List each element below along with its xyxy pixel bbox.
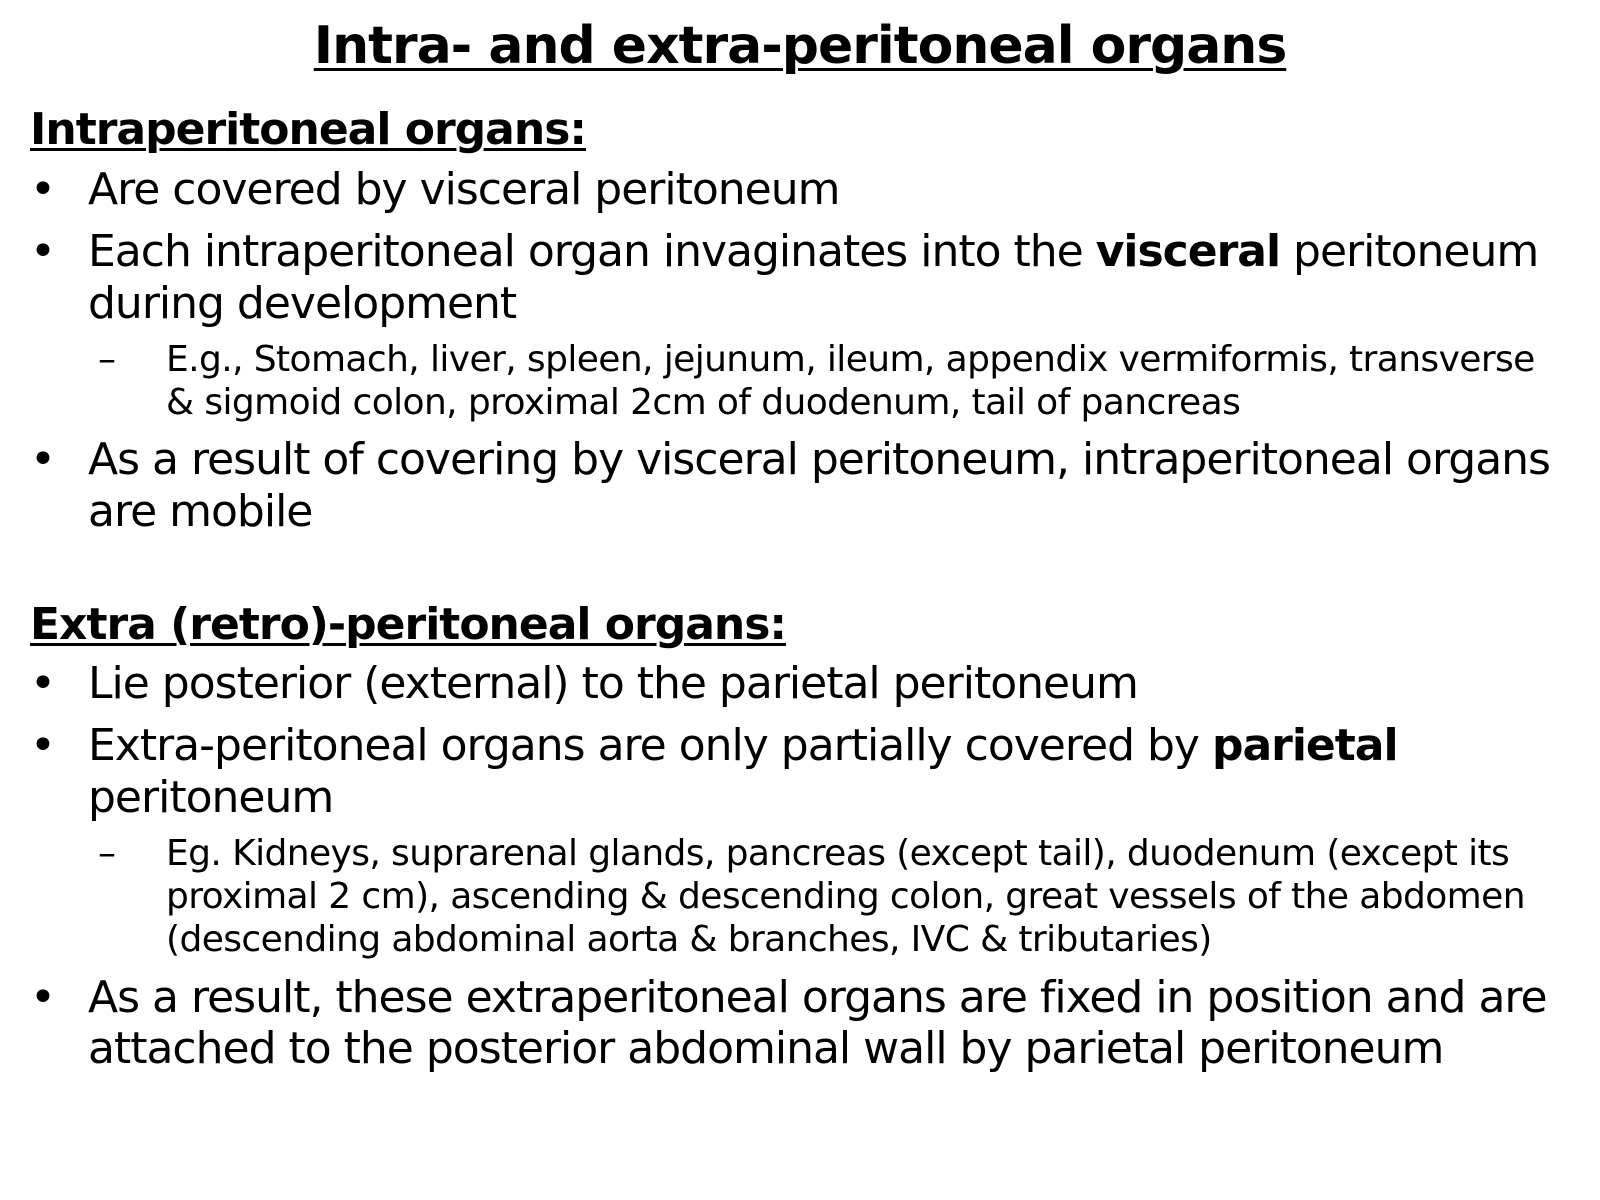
extraperitoneal-bullet-fixed-text: As a result, these extraperitoneal organs are fixed in position and are attached to the posterior abdominal wall by parietal peritoneum bbox=[88, 971, 1547, 1075]
extraperitoneal-example-item bbox=[98, 832, 1570, 962]
intraperitoneal-bullet-list bbox=[30, 164, 1570, 538]
bullet-icon bbox=[30, 658, 50, 710]
extraperitoneal-bullet-posterior-text: Lie posterior (external) to the parietal peritoneum bbox=[88, 658, 1138, 710]
extraperitoneal-bullet-posterior bbox=[30, 658, 1570, 710]
bullet-icon bbox=[30, 720, 50, 772]
extraperitoneal-example-text: Eg. Kidneys, suprarenal glands, pancreas (except tail), duodenum (except its proximal 2 cm), ascending & descending colon, great vessels of the abdomen (descending abdominal aorta & branches, IVC & tributaries) bbox=[166, 833, 1525, 961]
extraperitoneal-sub-list bbox=[88, 832, 1570, 962]
intraperitoneal-example-item bbox=[98, 338, 1570, 424]
slide-title: Intra- and extra-peritoneal organs bbox=[313, 16, 1287, 76]
extraperitoneal-bullet-partial-bold: parietal bbox=[1211, 720, 1398, 772]
intraperitoneal-bullet-mobile bbox=[30, 434, 1570, 538]
extraperitoneal-bullet-fixed bbox=[30, 972, 1570, 1076]
bullet-icon bbox=[30, 164, 50, 216]
intraperitoneal-section bbox=[30, 105, 1570, 538]
dash-icon bbox=[98, 338, 126, 381]
extraperitoneal-bullet-partial bbox=[30, 720, 1570, 961]
intraperitoneal-bullet-invaginates-bold: visceral bbox=[1095, 225, 1281, 277]
intraperitoneal-bullet-mobile-text: As a result of covering by visceral peritoneum, intraperitoneal organs are mobile bbox=[88, 433, 1550, 537]
intraperitoneal-bullet-invaginates-text-end: peritoneum during development bbox=[88, 225, 1539, 329]
intraperitoneal-bullet-covered-text: Are covered by visceral peritoneum bbox=[88, 163, 840, 215]
extraperitoneal-section bbox=[30, 600, 1570, 1076]
intraperitoneal-bullet-invaginates-text-start: Each intraperitoneal organ invaginates into the bbox=[88, 225, 1096, 277]
extraperitoneal-heading: Extra (retro)-peritoneal organs: bbox=[30, 598, 787, 650]
extraperitoneal-bullet-partial-text-end: peritoneum bbox=[88, 772, 334, 824]
bullet-icon bbox=[30, 972, 50, 1024]
intraperitoneal-example-text: E.g., Stomach, liver, spleen, jejunum, ileum, appendix vermiformis, transverse & sigmoid colon, proximal 2cm of duodenum, tail of pancreas bbox=[166, 338, 1535, 423]
intraperitoneal-heading: Intraperitoneal organs: bbox=[30, 104, 586, 156]
extraperitoneal-bullet-list bbox=[30, 658, 1570, 1075]
dash-icon bbox=[98, 832, 126, 875]
extraperitoneal-bullet-partial-text-start: Extra-peritoneal organs are only partially covered by bbox=[88, 720, 1212, 772]
bullet-icon bbox=[30, 434, 50, 486]
intraperitoneal-sub-list bbox=[88, 338, 1570, 424]
bullet-icon bbox=[30, 226, 50, 278]
intraperitoneal-bullet-covered bbox=[30, 164, 1570, 216]
intraperitoneal-bullet-invaginates bbox=[30, 226, 1570, 424]
